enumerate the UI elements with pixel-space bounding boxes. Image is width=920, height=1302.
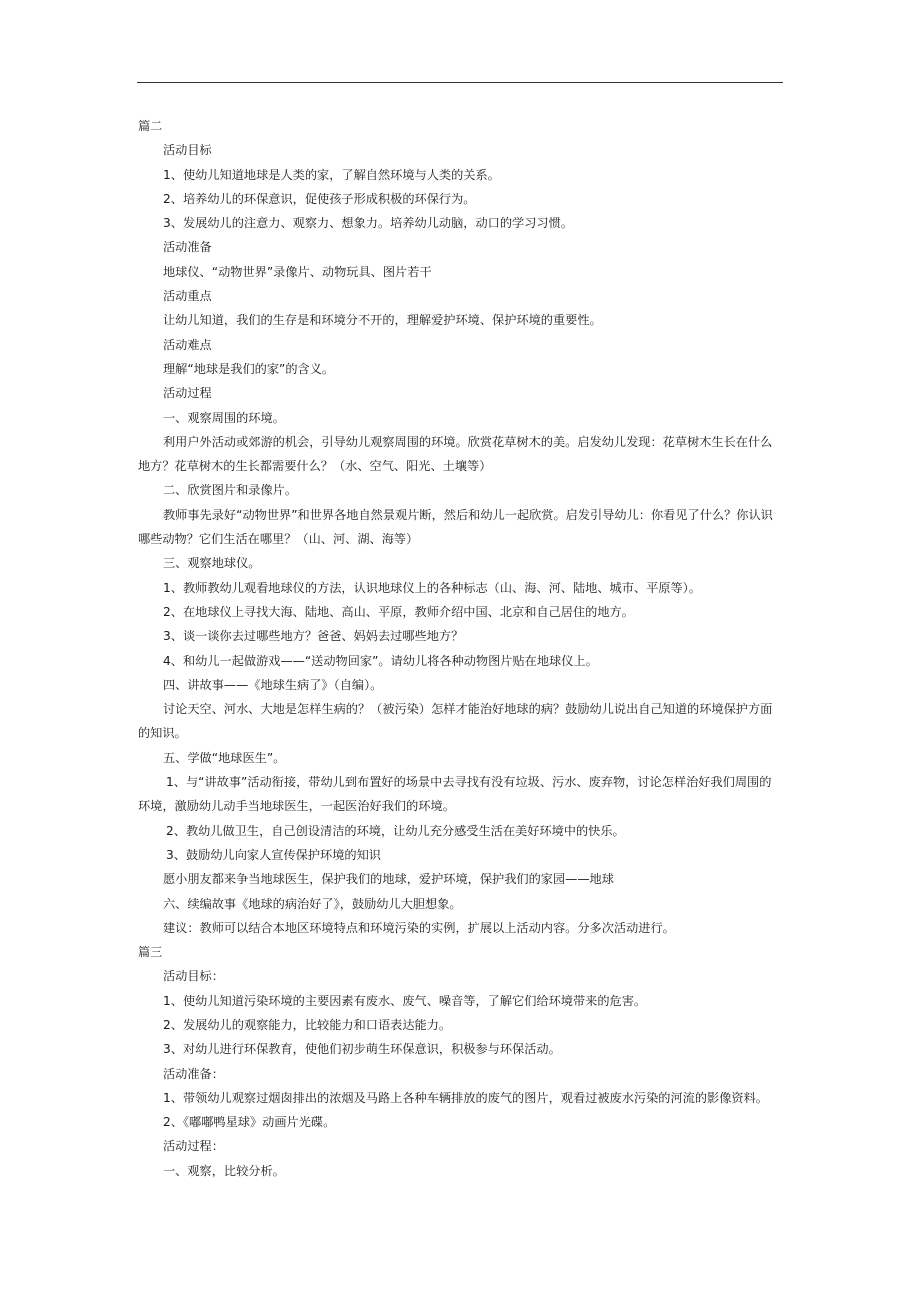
text-line: 1、教师教幼儿观看地球仪的方法，认识地球仪上的各种标志（山、海、河、陆地、城市、平原等）。 (163, 580, 701, 595)
text-line: 四、讲故事——《地球生病了》（自编）。 (163, 677, 383, 692)
text-line: 篇二 (138, 119, 163, 133)
text-line: 活动过程： (163, 1139, 224, 1154)
text-line: 愿小朋友都来争当地球医生，保护我们的地球，爱护环境，保护我们的家园——地球 (163, 872, 614, 887)
document-body (138, 114, 784, 1183)
text-line: 2、教幼儿做卫生，自己创设清洁的环境，让幼儿充分感受生活在美好环境中的快乐。 (166, 823, 625, 838)
text-line: 2、《嘟嘟鸭星球》动画片光碟。 (163, 1115, 336, 1130)
text-line: 1、与“讲故事”活动衔接，带幼儿到布置好的场景中去寻找有没有垃圾、污水、废弃物，讨论怎样治好我们周围的 (166, 775, 772, 790)
text-line: 的知识。 (138, 726, 187, 741)
text-line: 3、对幼儿进行环保教育，使他们初步萌生环保意识，积极参与环保活动。 (163, 1042, 561, 1057)
text-line: 活动准备： (163, 1066, 224, 1081)
header-rule (137, 82, 783, 83)
text-line: 活动难点 (163, 337, 212, 352)
text-line: 六、续编故事《地球的病治好了》，鼓励幼儿大胆想象。 (163, 896, 462, 911)
text-line: 2、发展幼儿的观察能力，比较能力和口语表达能力。 (163, 1017, 452, 1032)
text-line: 环境，激励幼儿动手当地球医生，一起医治好我们的环境。 (138, 799, 455, 814)
text-line: 二、欣赏图片和录像片。 (163, 483, 298, 498)
text-line: 活动目标： (163, 969, 224, 984)
text-line: 活动目标 (163, 143, 212, 158)
text-line: 1、带领幼儿观察过烟囱排出的浓烟及马路上各种车辆排放的废气的图片，观看过被废水污染的河流的影像资料。 (163, 1090, 768, 1105)
text-line: 三、观察地球仪。 (163, 556, 261, 571)
text-line: 活动过程 (163, 386, 212, 401)
text-line: 教师事先录好“动物世界”和世界各地自然景观片断，然后和幼儿一起欣赏。启发引导幼儿：你看见了什么？你认识 (163, 507, 773, 522)
text-line: 篇三 (138, 945, 163, 960)
text-line: 利用户外活动或郊游的机会，引导幼儿观察周围的环境。欣赏花草树木的美。启发幼儿发现：花草树木生长在什么 (163, 434, 773, 449)
text-line: 一、观察，比较分析。 (163, 1163, 285, 1178)
text-line: 3、发展幼儿的注意力、观察力、想象力。培养幼儿动脑，动口的学习习惯。 (163, 216, 573, 231)
text-line: 4、和幼儿一起做游戏——“送动物回家”。请幼儿将各种动物图片贴在地球仪上。 (163, 653, 598, 668)
text-line: 建议：教师可以结合本地区环境特点和环境污染的实例，扩展以上活动内容。分多次活动进行。 (163, 920, 675, 935)
text-line: 2、在地球仪上寻找大海、陆地、高山、平原，教师介绍中国、北京和自己居住的地方。 (163, 604, 634, 619)
text-line: 3、谈一谈你去过哪些地方？爸爸、妈妈去过哪些地方？ (163, 629, 464, 644)
text-line: 讨论天空、河水、大地是怎样生病的？（被污染）怎样才能治好地球的病？鼓励幼儿说出自己知道的环境保护方面 (163, 702, 773, 717)
text-line: 1、使幼儿知道污染环境的主要因素有废水、废气、噪音等，了解它们给环境带来的危害。 (163, 993, 647, 1008)
text-line: 地球仪、“动物世界”录像片、动物玩具、图片若干 (163, 264, 432, 279)
text-line: 活动重点 (163, 289, 212, 304)
text-line: 让幼儿知道，我们的生存是和环境分不开的，理解爱护环境、保护环境的重要性。 (163, 313, 602, 328)
text-line: 2、培养幼儿的环保意识，促使孩子形成积极的环保行为。 (163, 191, 476, 206)
text-line: 1、使幼儿知道地球是人类的家，了解自然环境与人类的关系。 (163, 167, 500, 182)
text-line: 理解“地球是我们的家”的含义。 (163, 361, 335, 376)
text-line: 活动准备 (163, 240, 212, 255)
text-line: 3、鼓励幼儿向家人宣传保护环境的知识 (166, 847, 381, 862)
text-line: 一、观察周围的环境。 (163, 410, 285, 425)
text-line: 五、学做“地球医生”。 (163, 750, 286, 765)
text-line: 地方？花草树木的生长都需要什么？（水、空气、阳光、土壤等） (138, 459, 492, 474)
text-line: 哪些动物？它们生活在哪里？（山、河、湖、海等） (138, 532, 419, 547)
